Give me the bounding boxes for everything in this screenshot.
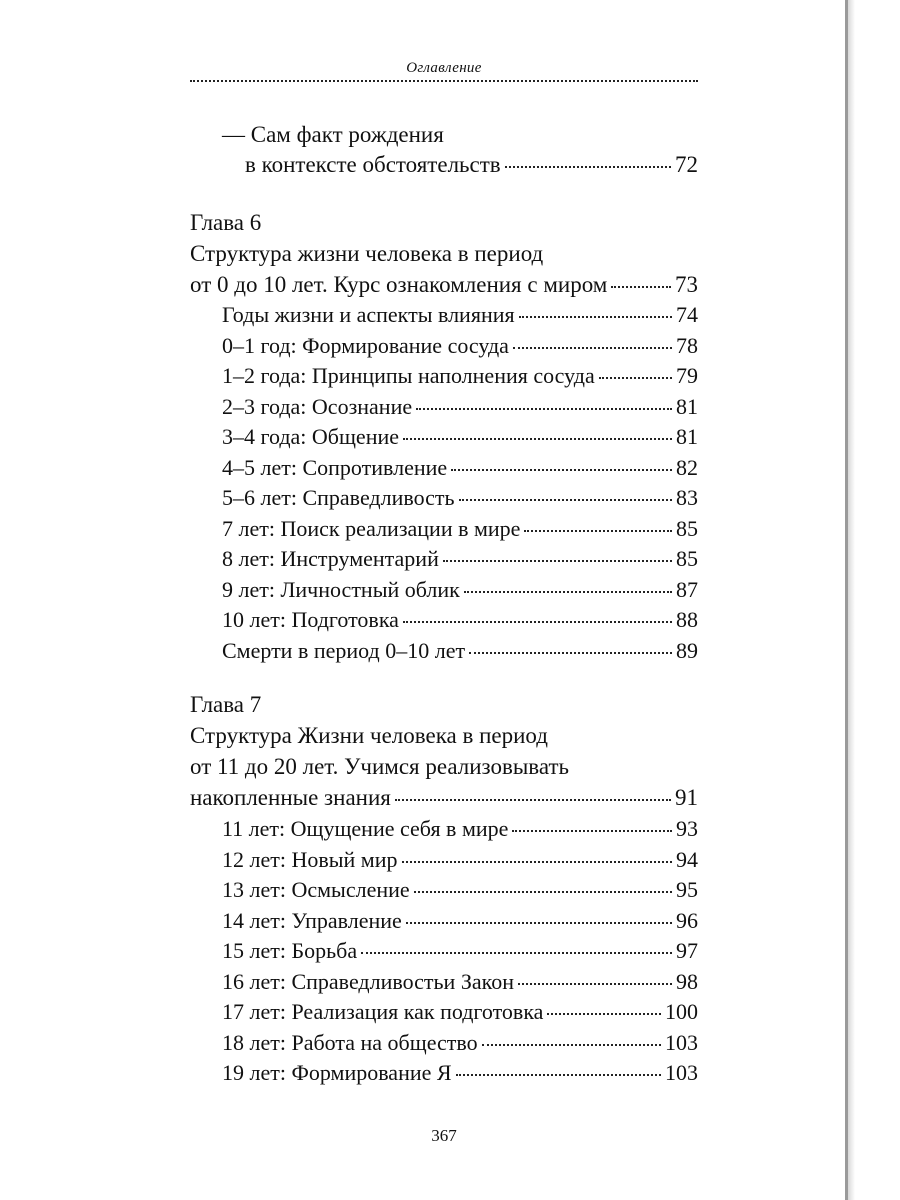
- toc-page-number: 94: [676, 846, 698, 872]
- dot-leader: [505, 166, 671, 168]
- dot-leader: [469, 652, 672, 654]
- toc-page-number: 103: [665, 1029, 698, 1055]
- toc-subentry-title: 15 лет: Борьба: [222, 938, 358, 963]
- dot-leader: [512, 830, 672, 832]
- toc-subentry[interactable]: [222, 392, 698, 422]
- chapter-6-title-line: Структура жизни человека в период: [190, 241, 544, 266]
- toc-page-number: 85: [676, 515, 698, 541]
- chapter-7-label: Глава 7: [190, 692, 262, 717]
- dot-leader: [403, 621, 672, 623]
- dot-leader: [403, 438, 672, 440]
- toc-page-number: 81: [676, 393, 698, 419]
- chapter-7-title-line: от 11 до 20 лет. Учимся реализовывать: [190, 754, 570, 779]
- chapter-6-entry[interactable]: [190, 270, 698, 300]
- toc-entry-title: в контексте обстоятельств: [245, 152, 501, 177]
- dot-leader: [361, 952, 672, 954]
- toc-subentry[interactable]: [222, 361, 698, 391]
- dot-leader: [451, 469, 672, 471]
- toc-subentry[interactable]: [222, 1058, 698, 1088]
- toc-subentry[interactable]: [222, 422, 698, 452]
- toc-entry-title: накопленные знания: [190, 785, 391, 810]
- toc-entry-title: от 0 до 10 лет. Курс ознакомления с миром: [190, 272, 608, 297]
- toc-subentry-title: 8 лет: Инструментарий: [222, 546, 439, 571]
- dot-leader: [519, 316, 672, 318]
- dot-leader: [599, 377, 672, 379]
- toc-subentry[interactable]: [222, 845, 698, 875]
- toc-subentry-title: Годы жизни и аспекты влияния: [222, 302, 515, 327]
- toc-subentry[interactable]: [222, 544, 698, 574]
- toc-subentry-title: 12 лет: Новый мир: [222, 846, 398, 872]
- dot-leader: [513, 347, 672, 349]
- toc-page-number: 72: [675, 152, 698, 177]
- toc-subentry[interactable]: [222, 875, 698, 905]
- dot-leader: [547, 1013, 661, 1015]
- toc-subentry[interactable]: [222, 483, 698, 513]
- toc-subentry[interactable]: [222, 997, 698, 1027]
- toc-page-number: 95: [676, 877, 698, 902]
- dot-leader: [443, 560, 672, 562]
- page-edge: [845, 0, 848, 1200]
- dot-leader: [414, 891, 672, 893]
- toc-subentry-title: 13 лет: Осмысление: [222, 877, 410, 902]
- toc-page-number: 100: [665, 999, 698, 1024]
- toc-subentry-title: 9 лет: Личностный облик: [222, 576, 460, 602]
- dot-leader: [459, 499, 672, 501]
- toc-subentry[interactable]: [222, 967, 698, 997]
- dot-leader: [518, 983, 672, 985]
- toc-subentry-title: 7 лет: Поиск реализации в мире: [222, 515, 521, 541]
- toc-subentry-title: 10 лет: Подготовка: [222, 607, 399, 632]
- toc-subentry[interactable]: [222, 300, 698, 330]
- toc-page-number: 79: [676, 363, 698, 388]
- toc-subentry[interactable]: [222, 605, 698, 635]
- toc-subentry-title: Смерти в период 0–10 лет: [222, 637, 466, 663]
- toc-subentry[interactable]: [222, 514, 698, 544]
- toc-subentry[interactable]: [222, 331, 698, 361]
- toc-subentry-title: 1–2 года: Принципы наполнения сосуда: [222, 363, 595, 388]
- page-edge-shadow: [848, 0, 855, 1200]
- toc-subentry[interactable]: [222, 1028, 698, 1058]
- dot-leader: [456, 1074, 661, 1076]
- toc-page-number: 74: [676, 302, 698, 327]
- toc-subentry[interactable]: [222, 906, 698, 936]
- toc-subentry-title: 11 лет: Ощущение себя в мире: [222, 816, 509, 841]
- dot-leader: [524, 530, 672, 532]
- toc-page-number: 103: [665, 1060, 698, 1085]
- toc-subentry-title: 14 лет: Управление: [222, 907, 402, 933]
- toc-page-number: 85: [676, 546, 698, 571]
- toc-subentry-title: 3–4 года: Общение: [222, 424, 400, 449]
- toc-page-number: 88: [676, 607, 698, 632]
- toc-page-number: 83: [676, 485, 698, 510]
- toc-subentry-title: 19 лет: Формирование Я: [222, 1060, 452, 1085]
- toc-subentry[interactable]: [222, 814, 698, 844]
- toc-page-number: 97: [676, 938, 698, 963]
- dot-leader: [406, 922, 672, 924]
- toc-page-number: 91: [675, 785, 698, 810]
- running-head: Оглавление: [406, 60, 482, 76]
- toc-subentry-title: 17 лет: Реализация как подготовка: [222, 999, 544, 1024]
- page-number-footer: 367: [431, 1126, 457, 1145]
- toc-page-number: 87: [676, 576, 698, 602]
- toc-subentry-title: 4–5 лет: Сопротивление: [222, 454, 448, 480]
- dot-leader: [611, 286, 671, 288]
- toc-subentry-title: 5–6 лет: Справедливость: [222, 485, 455, 510]
- toc-subentry-title: 16 лет: Справедливостьи Закон: [222, 968, 514, 994]
- dot-leader: [416, 408, 672, 410]
- toc-subentry-title: 2–3 года: Осознание: [222, 393, 413, 419]
- toc-subentry-title: 0–1 год: Формирование сосуда: [222, 332, 509, 358]
- dot-leader: [464, 591, 672, 593]
- toc-page-number: 81: [676, 424, 698, 449]
- toc-entry-line: — Сам факт рождения: [222, 122, 444, 147]
- toc-page-number: 82: [676, 454, 698, 480]
- toc-entry[interactable]: [245, 150, 698, 180]
- toc-page-number: 93: [676, 816, 698, 841]
- dot-leader: [482, 1044, 661, 1046]
- toc-subentry[interactable]: [222, 936, 698, 966]
- running-head-rule: [190, 80, 698, 82]
- dot-leader: [395, 799, 671, 801]
- toc-subentry[interactable]: [222, 636, 698, 666]
- dot-leader: [402, 861, 673, 863]
- toc-page-number: 89: [676, 637, 698, 663]
- chapter-7-title-line: Структура Жизни человека в период: [190, 723, 548, 748]
- toc-subentry[interactable]: [222, 575, 698, 605]
- toc-page-number: 73: [675, 272, 698, 297]
- toc-subentry-title: 18 лет: Работа на общество: [222, 1029, 478, 1055]
- chapter-7-entry[interactable]: [190, 783, 698, 813]
- chapter-6-label: Глава 6: [190, 210, 262, 235]
- toc-page-number: 78: [676, 332, 698, 358]
- toc-page-number: 96: [676, 907, 698, 933]
- toc-page-number: 98: [676, 968, 698, 994]
- toc-subentry[interactable]: [222, 453, 698, 483]
